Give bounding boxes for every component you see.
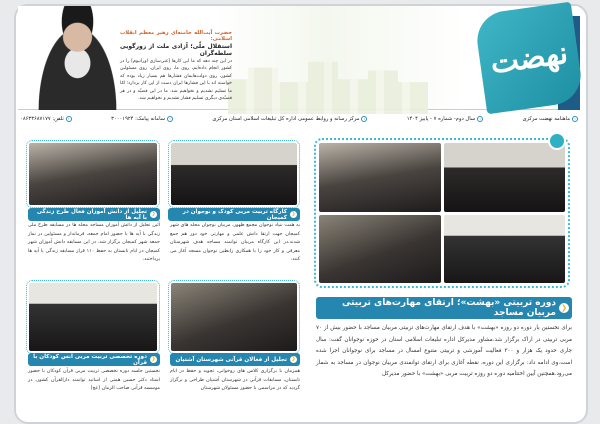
arrow-icon: ❮	[151, 211, 156, 217]
main-photo-collage	[314, 138, 570, 288]
quote-text: در این چند دهه که ما این کارها [غنی‌سازی اورانیوم] را در کشور انجام داده‌ایم، روی ما، روی ایران، روی مسئولین کشور، روی دولت‌هایمان فشارها هم بسیار زیاد بوده که خواسته اند با این فشارها ایران دست از این کار بردارد؛ امّا ما تسلیم نشدیم و نخواهیم شد. ما در این قضیّه و در هر قضیّه‌ی دیگری تسلیم فشار نشدیم و نخواهیم شد.	[120, 59, 232, 102]
arrow-icon: ›	[361, 116, 367, 122]
logo: نهضت	[474, 2, 585, 115]
quote-attribution: حضرت آیت‌الله خامنه‌ای رهبر معظم انقلاب اسلامی:	[120, 30, 232, 42]
article-title: ❮ تجلیل از دانش آموزان فعال طرح زندگی با آیه ها	[28, 208, 160, 221]
quote-title: استقلال ملّی؛ آزادی ملت از زورگویی سلطه‌گران	[120, 43, 232, 57]
article-photo	[26, 140, 160, 208]
article-photo	[26, 280, 160, 354]
arrow-icon: ❮	[291, 211, 296, 217]
arrow-icon: ›	[572, 116, 578, 122]
arrow-icon: ❮	[151, 356, 156, 362]
decorative-dot	[548, 132, 566, 150]
article-body: همزمان با برگزاری کلاس های روخوانی، تجوید و حفظ در ایام تابستان، مسابقات قرآنی در شهرستان آشتیان طراحی و برگزار گردید که در مراسمی با حضور مسئولان شهرستان	[170, 369, 300, 392]
main-article-title: ❮ دوره تربیتی «بهشت»؛ ارتقای مهارت‌های تربیتی مربیان مساجد	[316, 297, 572, 319]
arrow-icon: ›	[477, 116, 483, 122]
info-item: › سال دوم- شماره ۷ - پاییز ۱۴۰۴	[407, 116, 483, 122]
info-item: › مرکز رسانه و روابط عمومی اداره کل تبلیغات اسلامی استان مرکزی	[212, 116, 367, 122]
photo	[319, 143, 441, 212]
arrow-icon: ›	[167, 116, 173, 122]
arrow-icon: ❮	[559, 303, 569, 313]
skyline-illustration	[228, 56, 428, 114]
photo	[444, 143, 566, 212]
info-item: › تلفن: ۰۸۶۳۳۶۸۷۱۷۷	[20, 116, 72, 122]
article-title: ❮ دوره تخصصی تربیت مربی انس کودکان با قرآن	[28, 353, 160, 366]
photo	[444, 215, 566, 284]
article-title: ❮ تجلیل از فعالان قرآنی شهرستان آشتیان	[170, 353, 300, 366]
info-item: › سامانه پیامک: ۳۰۰۰۱۹۲۴	[111, 116, 173, 122]
photo	[319, 215, 441, 284]
main-article-body: برای نخستین بار دوره دو روزه «بهشت» با هدف ارتقای مهارت‌های تربیتی مربیان مساجد با حضور بیش از ۷۰ مربی تربیتی در اراک برگزار شد.مشاور مدیرکل اداره تبلیغات اسلامی استان در حوزه نوجوانان گفت: سال جاری حدود یک هزار و ۳۰۰ فعالیت آموزشی و تربیتی متنوع امسال در مساجد برای نوجوانان اجرا شده است.وی ادامه داد: برگزاری این دوره، نقطه آغازی برای ارتقای توانمندی مربیان نوجوان در مساجد به شمار می‌رود.همچنین آیین اختتامیه دوره دو روزه تربیت مربی «بهشت» با حضور مدیرکل	[316, 325, 572, 377]
arrow-icon: ❮	[291, 356, 296, 362]
article-photo	[168, 140, 300, 208]
article-body: آئین تجلیل از دانش آموزان مساجد محله ها در مسابقه طرح ملی زندگی با آیه ها با حضور امام جمعه، فرماندار و مسئولین در نماز جمعه شهر کمیجان برگزار شد. در این مسابقه دانش آموزان شهر کمیجان در ایام تابستان به حفظ ۱۱۰ فراز مسابقه زندگی با آیه ها پرداختند.	[28, 223, 160, 263]
leader-portrait	[28, 6, 118, 110]
article-body: نخستین جلسه دوره تخصصی تربیت مربی قرآن کودکان با حضور استاد دکتر حسین همتی از اساتید توانمند دارالقرآن کشور، در موسسه قرآنی صاحب الزمان (عج)	[28, 369, 160, 392]
article-body: به همت بنیاد نوجوان مجمع ظهور، مربیان نوجوان محله های شهر کمیجان جهت ارتقا دانش علمی و مهارتی خود دور هم جمع شدند.در این کارگاه مربیان توانمند مساجد هدف شهرستان معرفی و کار خود را با همکاری رابطین نوجوان مسجد آغاز می کنند.	[170, 223, 300, 263]
article-photo	[168, 280, 300, 354]
leader-quote	[120, 30, 232, 102]
info-item: › ماهنامه نهضت مرکزی	[522, 116, 578, 122]
arrow-icon: ›	[66, 116, 72, 122]
info-bar	[20, 113, 578, 125]
article-title: ❮ کارگاه تربیت مربی کودک و نوجوان در کمیجان	[168, 208, 300, 221]
